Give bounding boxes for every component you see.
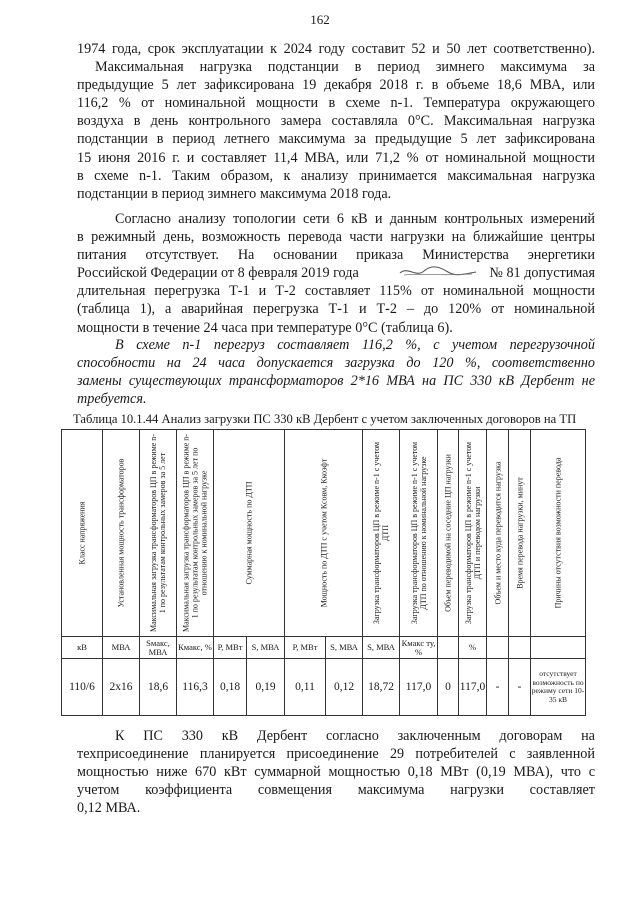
units-cell: Кмакс, % (177, 637, 214, 659)
reason-cell: отсутствует возможность по режиму сети 10-35 кВ (531, 659, 586, 716)
header-cell: Время перевода нагрузки, минут (509, 430, 531, 637)
paragraph-1 (77, 40, 595, 203)
text-line: в режимный день, возможность перевода части нагрузки на ближайшие центры (77, 229, 595, 246)
text-line: в схеме n-1. Таким образом, к анализу принимается максимальная нагрузка (77, 167, 595, 184)
text-line: питания отсутствует. На основании приказа Министерства энергетики (77, 247, 595, 264)
text-line: 1974 года, срок эксплуатации к 2024 году составит 52 и 50 лет соответственно). (77, 41, 595, 57)
units-cell: Кмакс ту, % (400, 637, 438, 659)
text-line: Максимальная нагрузка подстанции в период зимнего максимума за (95, 59, 595, 76)
table-row (62, 659, 586, 716)
units-cell (509, 637, 531, 659)
order-date-text: Российской Федерации от 8 февраля 2019 года (77, 265, 359, 282)
header-cell: Объем и место куда переводится нагрузка (487, 430, 509, 637)
units-cell: S, МВА (363, 637, 400, 659)
text-line: (таблица 1), а аварийная перегрузка Т-1 и Т-2 – до 120% от номинальной (77, 301, 595, 318)
header-cell: Загрузка трансформаторов ЦП в режиме n-1 с учетом ДТП и переводом нагрузки (459, 430, 487, 637)
text-line: подстанции в период зимнего максимума 2018 года. (77, 185, 392, 202)
units-cell: % (459, 637, 487, 659)
value-cell: 0 (438, 659, 459, 716)
text-line (77, 264, 595, 282)
value-cell: 0,18 (214, 659, 247, 716)
header-cell: Причины отсутствия возможности перевода (531, 430, 586, 637)
value-cell: 110/6 (62, 659, 103, 716)
units-cell (487, 637, 509, 659)
table-caption: Таблица 10.1.44 Анализ загрузки ПС 330 кВ Дербент с учетом заключенных договоров на ТП (73, 412, 577, 426)
units-cell: МВА (103, 637, 140, 659)
text-line: учетом коэффициента совмещения максимума нагрузки составляет (77, 782, 595, 799)
units-cell: кВ (62, 637, 103, 659)
text-line: К ПС 330 кВ Дербент согласно заключенным договорам на (115, 728, 595, 744)
paragraph-2 (77, 210, 595, 337)
text-line: длительная перегрузка Т-1 и Т-2 составляет 115% от номинальной мощности (77, 283, 595, 300)
text-line: замены существующих трансформаторов 2*16 МВА на ПС 330 кВ Дербент не (77, 373, 595, 390)
order-number-text: № 81 допустимая (489, 265, 595, 282)
value-cell: - (487, 659, 509, 716)
text-line: предыдущие 5 лет зафиксирована 19 декабря 2018 г. в объеме 18,6 МВА, или (77, 77, 595, 94)
text-line: 0,12 МВА. (77, 800, 141, 817)
value-cell: 117,0 (400, 659, 438, 716)
value-cell: 0,12 (326, 659, 363, 716)
text-line: мощности в течение 24 часа при температуре 0°С (таблица 6). (77, 319, 453, 336)
header-cell: Установленная мощность трансформаторов (103, 430, 140, 637)
value-cell: 117,0 (459, 659, 487, 716)
header-cell: Загрузка трансформаторов ЦП в режиме n-1 с учетом ДТП (363, 430, 400, 637)
units-cell: Р, МВт (285, 637, 326, 659)
text-line: 116,2 % от номинальной мощности в схеме n-1. Температура окружающего (77, 95, 595, 112)
handwritten-signature (398, 264, 478, 280)
paragraph-4 (77, 727, 595, 817)
table-header-row (62, 430, 586, 637)
header-cell: Объем переводимой на соседние ЦП нагрузки (438, 430, 459, 637)
text-line: 15 июня 2016 г. и составляет 11,4 МВА, или 71,2 % от номинальной мощности (77, 149, 595, 166)
header-cell: Класс напряжения (62, 430, 103, 637)
text-line: подстанции в период летнего максимума за предыдущие 5 лет зафиксирована (77, 131, 595, 148)
units-cell: Р, МВт (214, 637, 247, 659)
text-line: воздуха в день контрольного замера составляла 0°С. Максимальная нагрузка (77, 113, 595, 130)
text-line: В схеме n-1 перегруз составляет 116,2 %, с учетом перегрузочной (115, 337, 595, 353)
value-cell: 2х16 (103, 659, 140, 716)
text-line: требуется. (77, 391, 147, 408)
value-cell: 18,6 (140, 659, 177, 716)
table-units-row (62, 637, 586, 659)
header-cell: Суммарная мощность по ДТП (214, 430, 285, 637)
page-number: 162 (310, 12, 330, 27)
text-line: Согласно анализу топологии сети 6 кВ и данным контрольных измерений (115, 211, 595, 227)
text-line: мощностью ниже 670 кВт суммарной мощностью 0,18 МВт (0,19 МВА), что с (77, 764, 595, 781)
value-cell: 0,19 (247, 659, 285, 716)
value-cell: - (509, 659, 531, 716)
units-cell: S, МВА (326, 637, 363, 659)
units-cell: S, МВА (247, 637, 285, 659)
header-cell: Максимальная загрузка трансформаторов ЦП в режиме n-1 по результатам контрольных замеров за 5 лет по отношению к номинальной нагрузке (177, 430, 214, 637)
units-cell (531, 637, 586, 659)
value-cell: 18,72 (363, 659, 400, 716)
units-cell: Sмакс, МВА (140, 637, 177, 659)
header-cell: Мощность по ДТП с учетом Ксовм, Ккоэфт (285, 430, 363, 637)
text-line: техприсоединение планируется присоединение 29 потребителей с заявленной (77, 746, 595, 763)
text-line: способности на 24 часа допускается загрузка до 120 %, соответственно (77, 355, 595, 372)
value-cell: 116,3 (177, 659, 214, 716)
load-analysis-table (61, 429, 586, 716)
paragraph-3 (77, 336, 595, 408)
header-cell: Максимальная загрузка трансформаторов ЦП в режиме n-1 по результатам контрольных замеров за 5 лет (140, 430, 177, 637)
header-cell: Загрузка трансформаторов ЦП в режиме n-1 с учетом ДТП по отношению к номинальной нагрузке (400, 430, 438, 637)
value-cell: 0,11 (285, 659, 326, 716)
units-cell (438, 637, 459, 659)
